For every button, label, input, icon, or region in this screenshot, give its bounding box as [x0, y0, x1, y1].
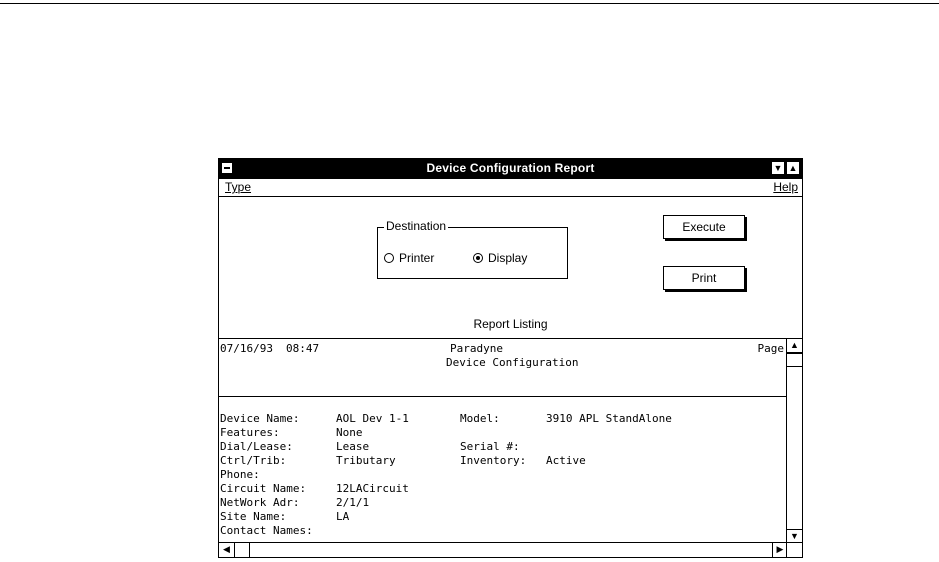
field-label-site-name: Site Name: — [220, 510, 287, 523]
field-value-dial-lease: Lease — [336, 440, 370, 453]
destination-group — [377, 219, 568, 279]
report-page-label: Page — [757, 342, 784, 355]
radio-printer-label: Printer — [399, 251, 435, 265]
field-value-features: None — [336, 426, 363, 439]
field-value-device-name: AOL Dev 1-1 — [336, 412, 409, 425]
top-rule — [0, 3, 939, 4]
field-label-model: Model: — [460, 412, 500, 425]
field-label-features: Features: — [220, 426, 280, 439]
scroll-right-button[interactable]: ▶ — [772, 543, 787, 557]
horizontal-scroll-thumb[interactable] — [234, 543, 250, 557]
scroll-left-button[interactable]: ◀ — [223, 544, 230, 554]
vertical-scrollbar[interactable] — [786, 338, 802, 543]
title-bar[interactable] — [219, 159, 802, 179]
menu-type-label: Type — [225, 180, 252, 194]
field-value-inventory: Active — [546, 454, 586, 467]
radio-printer-icon[interactable] — [384, 253, 394, 263]
report-time: 08:47 — [286, 342, 320, 355]
field-label-ctrl-trib: Ctrl/Trib: — [220, 454, 287, 467]
field-value-site-name: LA — [336, 510, 350, 523]
report-company: Paradyne — [450, 342, 503, 355]
field-value-ctrl-trib: Tributary — [336, 454, 396, 467]
field-label-circuit-name: Circuit Name: — [220, 482, 307, 495]
field-value-network-adr: 2/1/1 — [336, 496, 370, 509]
report-subtitle: Device Configuration — [446, 356, 579, 369]
report-date: 07/16/93 — [220, 342, 273, 355]
horizontal-scrollbar[interactable] — [219, 542, 787, 557]
print-button[interactable]: Print — [663, 266, 745, 290]
report-listing-caption: Report Listing — [473, 317, 548, 331]
menu-help[interactable] — [773, 180, 798, 194]
window-title: Device Configuration Report — [426, 161, 595, 175]
maximize-button[interactable]: ▲ — [786, 161, 800, 175]
destination-legend: Destination — [386, 219, 447, 233]
field-label-network-adr: NetWork Adr: — [220, 496, 300, 509]
listing-divider — [219, 396, 787, 397]
vertical-scroll-thumb[interactable] — [787, 353, 802, 367]
field-label-device-name: Device Name: — [220, 412, 300, 425]
radio-display[interactable] — [473, 251, 527, 265]
scroll-up-button[interactable]: ▲ — [787, 339, 802, 353]
field-label-contact-names: Contact Names: — [220, 524, 313, 537]
menu-bar — [219, 179, 802, 197]
execute-button[interactable]: Execute — [663, 215, 745, 239]
report-window — [218, 158, 803, 558]
field-value-circuit-name: 12LACircuit — [336, 482, 409, 495]
field-value-model: 3910 APL StandAlone — [546, 412, 672, 425]
field-label-inventory: Inventory: — [460, 454, 527, 467]
radio-display-icon[interactable] — [473, 253, 483, 263]
scrollbar-corner — [786, 542, 802, 557]
field-label-dial-lease: Dial/Lease: — [220, 440, 293, 453]
field-label-serial: Serial #: — [460, 440, 520, 453]
field-label-phone: Phone: — [220, 468, 260, 481]
radio-display-label: Display — [488, 251, 528, 265]
minimize-button[interactable]: ▼ — [771, 161, 785, 175]
scroll-down-button[interactable]: ▼ — [787, 529, 802, 543]
report-listing[interactable] — [219, 338, 787, 543]
radio-printer[interactable] — [384, 251, 434, 265]
menu-type[interactable] — [225, 180, 251, 194]
menu-help-label: Help — [773, 180, 798, 194]
